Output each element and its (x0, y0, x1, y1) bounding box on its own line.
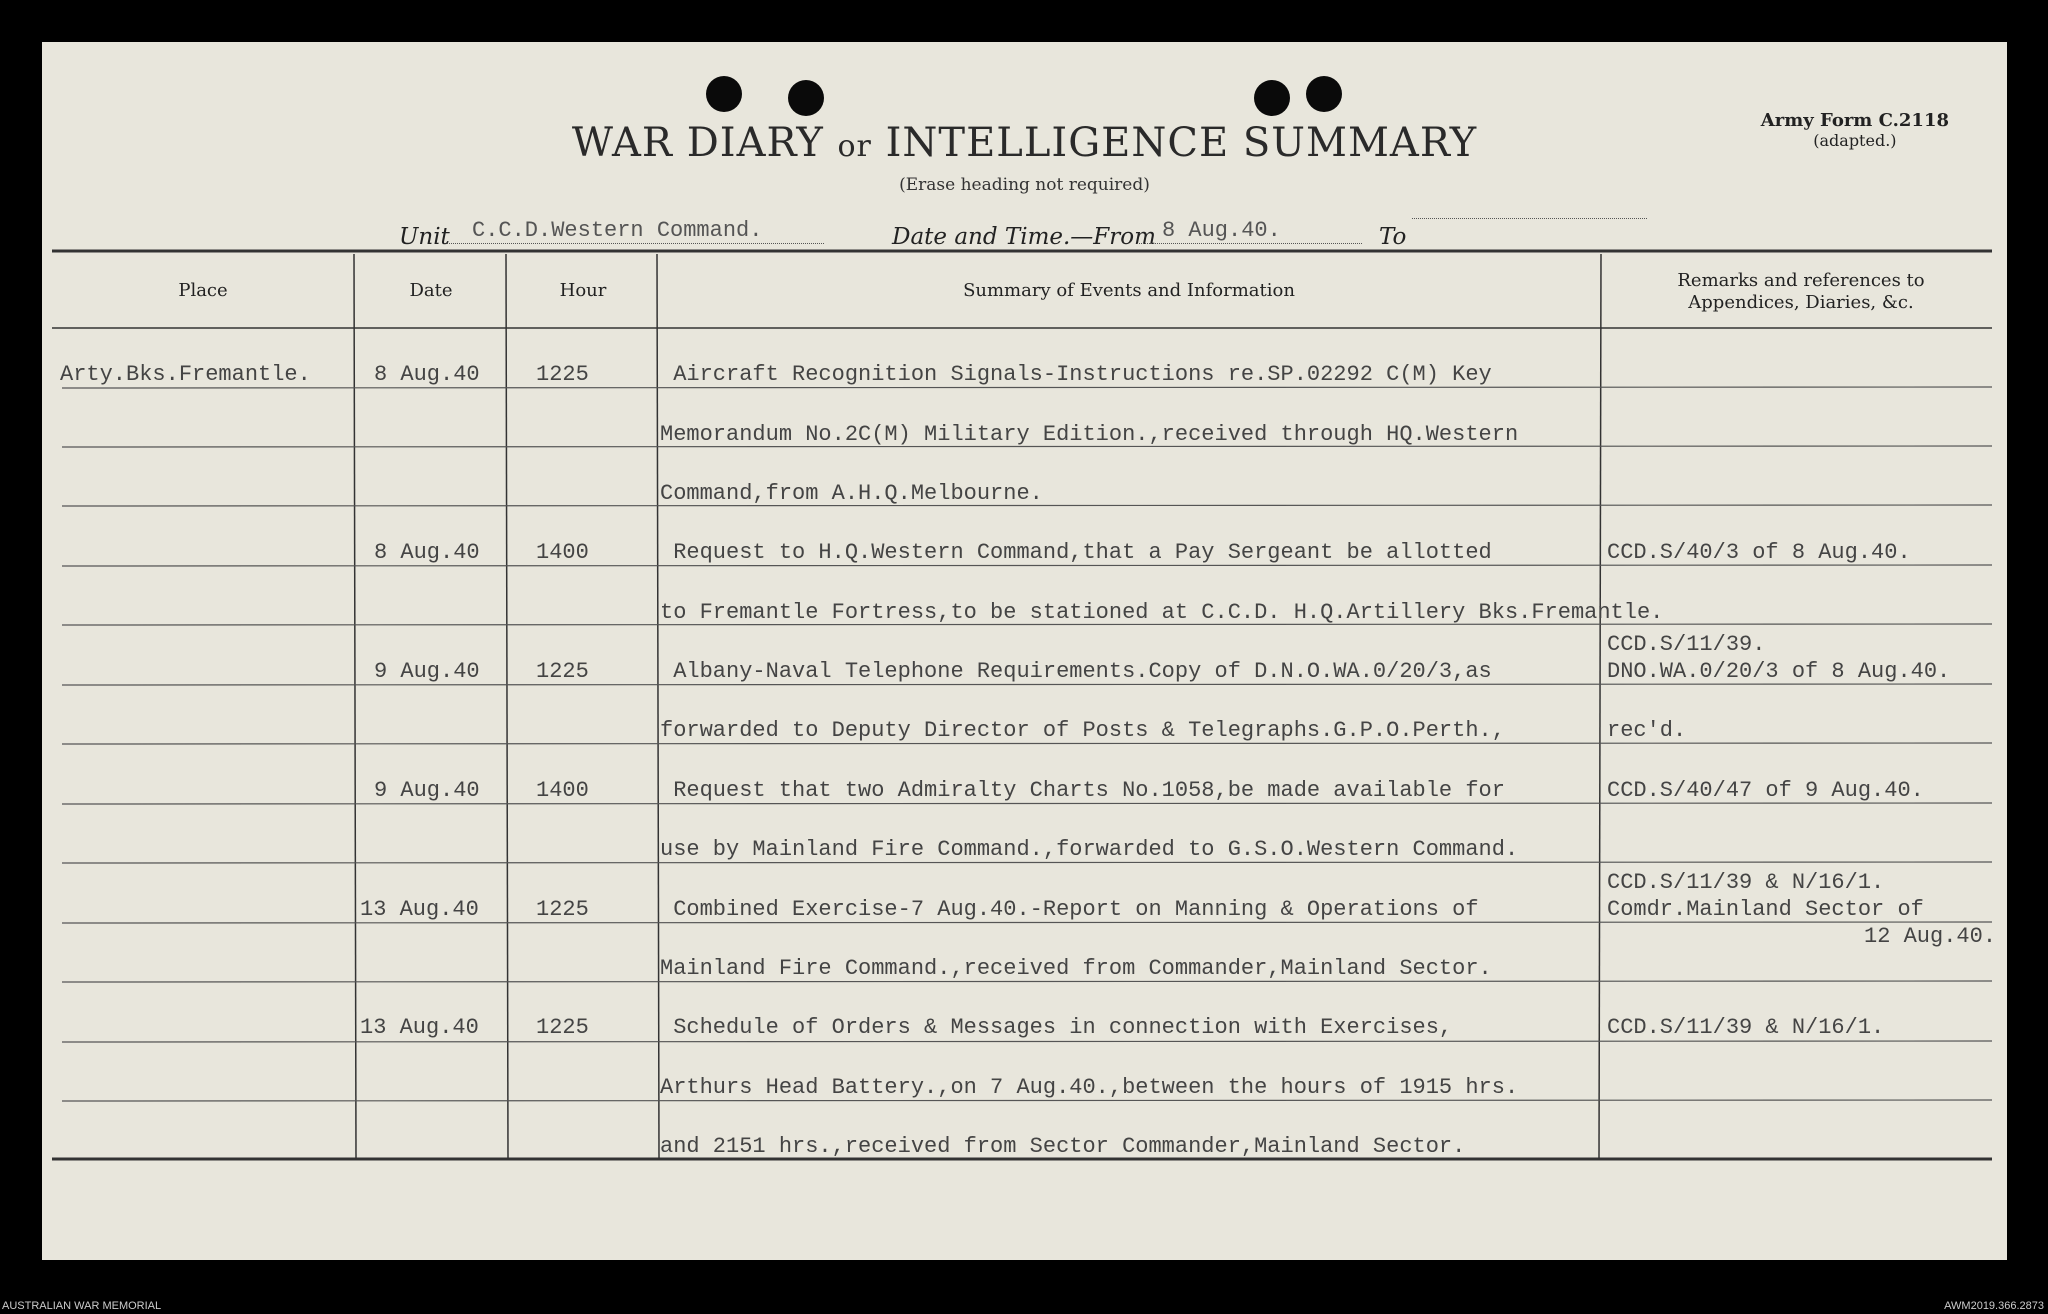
row-hour: 1225 (536, 1015, 589, 1040)
row-date: 13 Aug.40 (360, 897, 479, 922)
row-summary: and 2151 hrs.,received from Sector Commander,Mainland Sector. (660, 1134, 1466, 1159)
title-part2: INTELLIGENCE SUMMARY (885, 120, 1478, 166)
row-summary: Aircraft Recognition Signals-Instructions re.SP.02292 C(M) Key (660, 362, 1492, 387)
row-hour: 1400 (536, 540, 589, 565)
row-hour: 1225 (536, 659, 589, 684)
row-summary: Arthurs Head Battery.,on 7 Aug.40.,between the hours of 1915 hrs. (660, 1075, 1519, 1100)
row-date: 8 Aug.40 (374, 540, 480, 565)
army-form-number: Army Form C.2118 (1760, 110, 1949, 131)
row-remarks-top: CCD.S/11/39 & N/16/1. (1607, 870, 1885, 895)
row-hour: 1400 (536, 778, 589, 803)
col-remarks-line2: Appendices, Diaries, &c. (1688, 292, 1914, 313)
footer-source: AUSTRALIAN WAR MEMORIAL (2, 1300, 162, 1312)
col-date: Date (409, 280, 453, 301)
row-remarks: DNO.WA.0/20/3 of 8 Aug.40. (1607, 659, 1951, 684)
footer-accession: AWM2019.366.2873 (1944, 1300, 2044, 1312)
date-label: Date and Time.—From (892, 224, 1156, 250)
row-remarks: rec'd. (1607, 718, 1687, 743)
row-summary: Command,from A.H.Q.Melbourne. (660, 481, 1043, 506)
col-remarks (1601, 270, 2001, 314)
row-summary: to Fremantle Fortress,to be stationed at C.C.D. H.Q.Artillery Bks.Fremantle. (660, 600, 1664, 625)
row-summary: forwarded to Deputy Director of Posts & Telegraphs.G.P.O.Perth., (660, 718, 1505, 743)
row-summary: use by Mainland Fire Command.,forwarded to G.S.O.Western Command. (660, 837, 1519, 862)
diary-sheet (42, 42, 2007, 1260)
col-hour: Hour (559, 280, 607, 301)
date-value: 8 Aug.40. (1137, 218, 1362, 244)
to-label: To (1379, 224, 1407, 250)
row-summary: Mainland Fire Command.,received from Commander,Mainland Sector. (660, 956, 1492, 981)
row-summary: Request to H.Q.Western Command,that a Pay Sergeant be allotted (660, 540, 1492, 565)
row-remarks: CCD.S/40/3 of 8 Aug.40. (1607, 540, 1911, 565)
col-place: Place (178, 280, 228, 301)
row-summary: Albany-Naval Telephone Requirements.Copy of D.N.O.WA.0/20/3,as (660, 659, 1492, 684)
col-remarks-line1: Remarks and references to (1677, 270, 1925, 291)
row-remarks-bottom: 12 Aug.40. (1864, 924, 1997, 949)
row-remarks: CCD.S/11/39 & N/16/1. (1607, 1015, 1885, 1040)
title-or: or (837, 129, 872, 164)
title-part1: WAR DIARY (571, 120, 824, 166)
row-hour: 1225 (536, 362, 589, 387)
row-date: 13 Aug.40 (360, 1015, 479, 1040)
row-hour: 1225 (536, 897, 589, 922)
unit-label: Unit (399, 224, 450, 250)
row-remarks-top: CCD.S/11/39. (1607, 632, 1766, 657)
row-summary: Memorandum No.2C(M) Military Edition.,received through HQ.Western (660, 422, 1519, 447)
army-form-adapted: (adapted.) (1813, 131, 1897, 150)
row-remarks: CCD.S/40/47 of 9 Aug.40. (1607, 778, 1924, 803)
unit-value: C.C.D.Western Command. (447, 218, 824, 244)
row-date: 8 Aug.40 (374, 362, 480, 387)
row-summary: Combined Exercise-7 Aug.40.-Report on Manning & Operations of (660, 897, 1479, 922)
row-date: 9 Aug.40 (374, 659, 480, 684)
row-summary: Schedule of Orders & Messages in connection with Exercises, (660, 1015, 1453, 1040)
row-remarks: Comdr.Mainland Sector of (1607, 897, 1924, 922)
row-place: Arty.Bks.Fremantle. (60, 362, 311, 387)
row-date: 9 Aug.40 (374, 778, 480, 803)
col-summary: Summary of Events and Information (963, 280, 1295, 301)
row-summary: Request that two Admiralty Charts No.1058,be made available for (660, 778, 1505, 803)
erase-note: (Erase heading not required) (899, 175, 1150, 195)
